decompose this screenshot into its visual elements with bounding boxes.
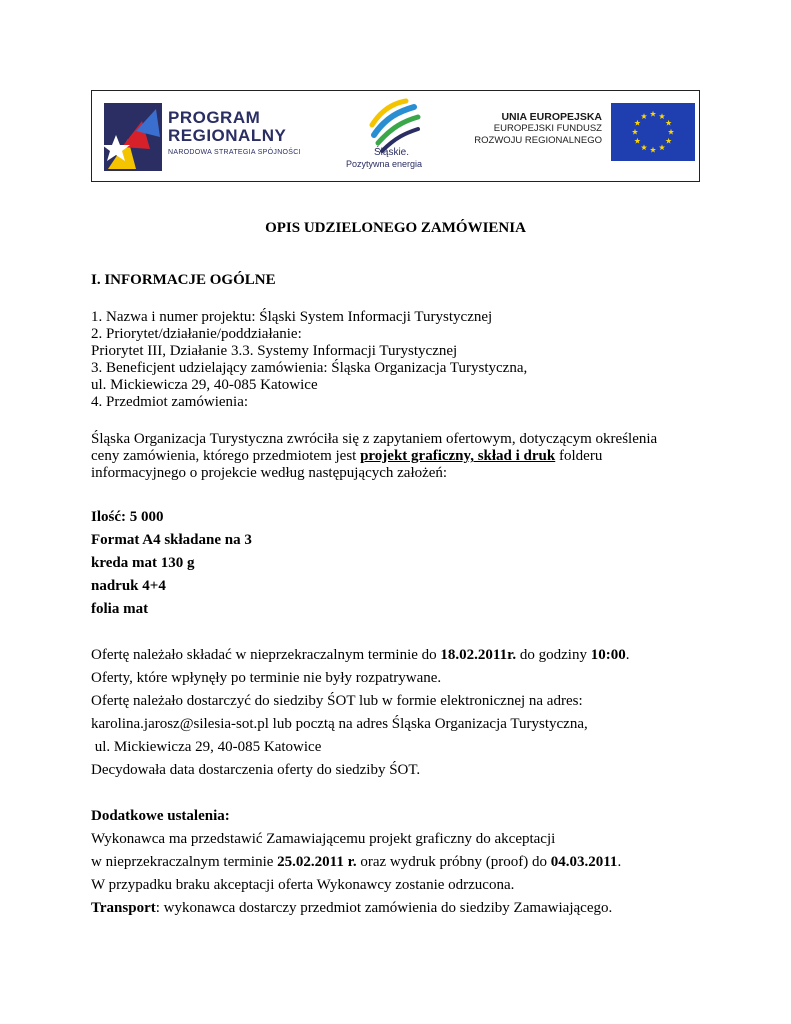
paragraph-line bbox=[91, 448, 602, 465]
program-line2: REGIONALNY bbox=[168, 126, 287, 145]
proof-deadline-date: 04.03.2011 bbox=[550, 854, 618, 870]
eu-text bbox=[452, 111, 602, 147]
spec-line: folia mat bbox=[91, 601, 149, 617]
offer-text: do godziny bbox=[516, 647, 591, 663]
additional-text: w nieprzekraczalnym terminie bbox=[91, 854, 278, 870]
program-line1: PROGRAM bbox=[168, 108, 261, 127]
spec-line: kreda mat 130 g bbox=[91, 555, 195, 571]
spec-line: nadruk 4+4 bbox=[91, 578, 166, 594]
offer-line: Oferty, które wpłynęły po terminie nie były rozpatrywane. bbox=[91, 670, 442, 686]
info-line: Priorytet III, Działanie 3.3. Systemy Informacji Turystycznej bbox=[91, 343, 458, 359]
offer-line bbox=[91, 647, 629, 664]
offer-line: ul. Mickiewicza 29, 40-085 Katowice bbox=[91, 739, 322, 755]
paragraph-line: Śląska Organizacja Turystyczna zwróciła się z zapytaniem ofertowym, dotyczącym określenia bbox=[91, 431, 658, 447]
section-heading-general: I. INFORMACJE OGÓLNE bbox=[91, 272, 276, 288]
project-deadline-date: 25.02.2011 r. bbox=[277, 854, 357, 870]
subject-highlight: projekt graficzny, skład i druk bbox=[360, 448, 556, 464]
slaskie-subtitle: Pozytywna energia bbox=[346, 159, 423, 169]
paragraph-text: ceny zamówienia, którego przedmiotem jest bbox=[91, 448, 361, 464]
info-line: 3. Beneficjent udzielający zamówienia: Śląska Organizacja Turystyczna, bbox=[91, 360, 528, 376]
additional-line: Wykonawca ma przedstawić Zamawiającemu projekt graficzny do akceptacji bbox=[91, 831, 556, 847]
eu-line3: ROZWOJU REGIONALNEGO bbox=[474, 135, 602, 146]
section-heading-additional: Dodatkowe ustalenia: bbox=[91, 808, 230, 824]
info-line: 2. Priorytet/działanie/poddziałanie: bbox=[91, 326, 302, 342]
eu-flag-icon bbox=[611, 103, 695, 161]
slaskie-name: Śląskie. bbox=[374, 147, 410, 158]
eu-line2: EUROPEJSKI FUNDUSZ bbox=[493, 123, 602, 134]
info-line: ul. Mickiewicza 29, 40-085 Katowice bbox=[91, 377, 318, 393]
spec-line: Ilość: 5 000 bbox=[91, 509, 164, 525]
spec-line: Format A4 składane na 3 bbox=[91, 532, 252, 548]
additional-text: : wykonawca dostarczy przedmiot zamówienia do siedziby Zamawiającego. bbox=[155, 900, 613, 916]
additional-line bbox=[91, 854, 621, 871]
offer-line: Decydowała data dostarczenia oferty do siedziby ŚOT. bbox=[91, 762, 421, 778]
document-title: OPIS UDZIELONEGO ZAMÓWIENIA bbox=[265, 220, 526, 236]
additional-text: oraz wydruk próbny (proof) do bbox=[356, 854, 551, 870]
paragraph-text: folderu bbox=[555, 448, 603, 464]
program-subtitle: NARODOWA STRATEGIA SPÓJNOŚCI bbox=[168, 149, 301, 156]
offer-deadline-time: 10:00 bbox=[590, 647, 626, 663]
additional-line: W przypadku braku akceptacji oferta Wykonawcy zostanie odrzucona. bbox=[91, 877, 515, 893]
paragraph-line: informacyjnego o projekcie według następujących założeń: bbox=[91, 465, 448, 481]
eu-line1: UNIA EUROPEJSKA bbox=[501, 111, 602, 123]
additional-line bbox=[91, 900, 612, 917]
offer-deadline-date: 18.02.2011r. bbox=[440, 647, 517, 663]
info-line: 4. Przedmiot zamówienia: bbox=[91, 394, 249, 410]
offer-text: . bbox=[625, 647, 630, 663]
program-title bbox=[168, 109, 286, 145]
offer-text: Ofertę należało składać w nieprzekraczalnym terminie do bbox=[91, 647, 441, 663]
offer-line: Ofertę należało dostarczyć do siedziby ŚOT lub w formie elektronicznej na adres: bbox=[91, 693, 583, 709]
logo-banner bbox=[91, 90, 700, 182]
offer-line: karolina.jarosz@silesia-sot.pl lub pocztą na adres Śląska Organizacja Turystyczna, bbox=[91, 716, 588, 732]
info-line: 1. Nazwa i numer projektu: Śląski System Informacji Turystycznej bbox=[91, 309, 493, 325]
transport-label: Transport bbox=[91, 900, 156, 916]
additional-text: . bbox=[617, 854, 622, 870]
